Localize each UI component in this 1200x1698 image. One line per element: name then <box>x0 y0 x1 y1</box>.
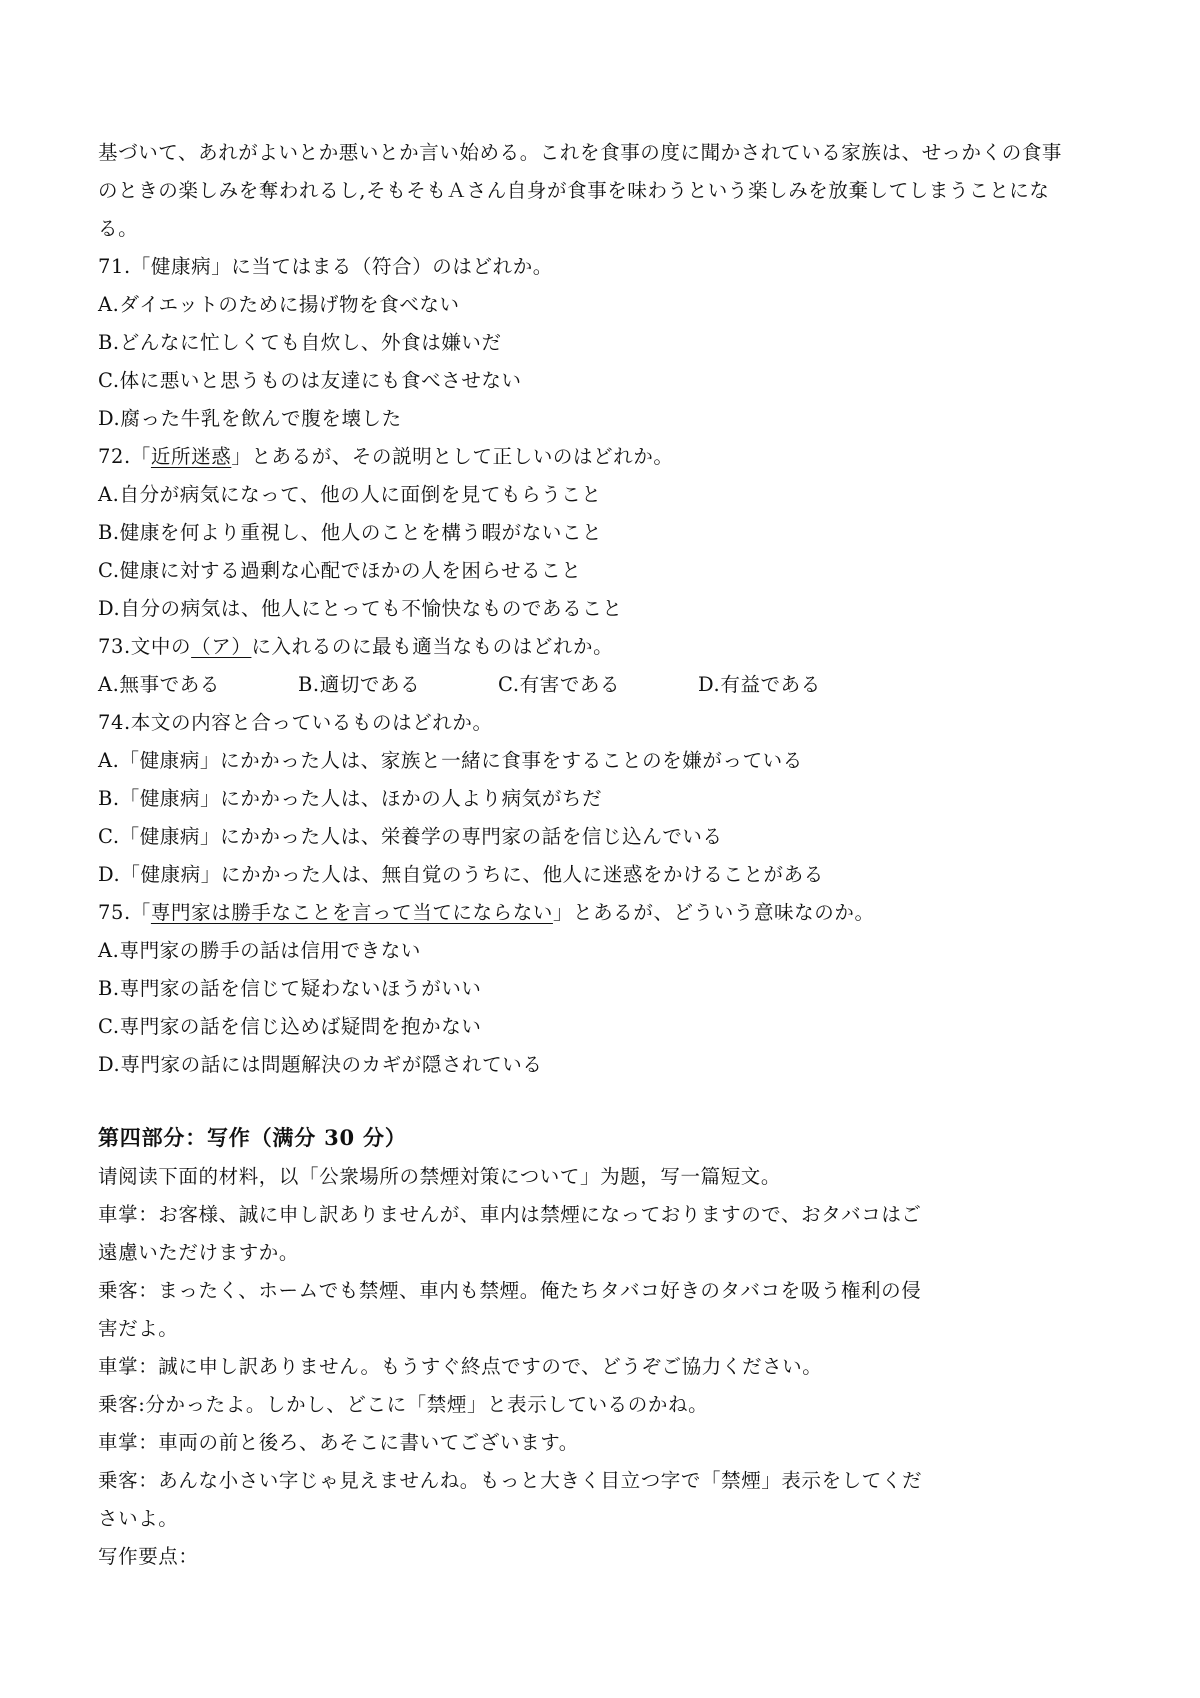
section-title: 第四部分：写作（满分 30 分） <box>98 1125 407 1150</box>
answer-option: B.「健康病」にかかった人は、ほかの人より病気がちだ <box>98 787 603 810</box>
answer-option: B.専門家の話を信じて疑わないほうがいい <box>98 977 482 1000</box>
answer-option: A.無事である <box>98 673 220 696</box>
writing-instruction: 请阅读下面的材料，以「公衆場所の禁煙対策について」为题，写一篇短文。 <box>98 1165 782 1188</box>
question-stem: 74.本文の内容と合っているものはどれか。 <box>98 711 493 734</box>
answer-option: A.ダイエットのために揚げ物を食べない <box>98 293 460 316</box>
stem-suffix: 」とあるが、どういう意味なのか。 <box>552 901 875 924</box>
answer-option: D.有益である <box>698 673 821 696</box>
dialogue-line: さいよ。 <box>98 1507 179 1530</box>
passage-line: のときの楽しみを奪われるし,そもそもＡさん自身が食事を味わうという楽しみを放棄してしまうことにな <box>98 179 1050 202</box>
dialogue-line: 乗客：あんな小さい字じゃ見えませんね。もっと大きく目立つ字で「禁煙」表示をしてくだ <box>98 1469 923 1492</box>
question-stem: 71.「健康病」に当てはまる（符合）のはどれか。 <box>98 255 553 278</box>
underlined-phrase: 専門家は勝手なことを言って当てにならない <box>150 901 553 924</box>
writing-points-label: 写作要点： <box>98 1545 199 1568</box>
passage <box>98 134 1138 248</box>
answer-option: C.体に悪いと思うものは友達にも食べさせない <box>98 369 522 392</box>
answer-option: C.有害である <box>498 673 621 696</box>
stem-prefix: 75.「 <box>98 901 151 924</box>
dialogue-line: 車掌：お客様、誠に申し訳ありませんが、車内は禁煙になっておりますので、おタバコはご <box>98 1203 922 1226</box>
passage-line: る。 <box>98 217 139 240</box>
answer-option: B.健康を何より重視し、他人のことを構う暇がないこと <box>98 521 603 544</box>
answer-option: D.「健康病」にかかった人は、無自覚のうちに、他人に迷惑をかけることがある <box>98 863 824 886</box>
dialogue-line: 遠慮いただけますか。 <box>98 1241 300 1264</box>
answer-option: C.専門家の話を信じ込めば疑問を抱かない <box>98 1015 482 1038</box>
answer-option: D.専門家の話には問題解決のカギが隠されている <box>98 1053 543 1076</box>
question-73 <box>98 628 1138 704</box>
document-page <box>98 134 1138 1576</box>
dialogue-line: 害だよ。 <box>98 1317 179 1340</box>
answer-option: B.どんなに忙しくても自炊し、外食は嫌いだ <box>98 331 502 354</box>
question-stem <box>98 628 1138 666</box>
answer-option: D.腐った牛乳を飲んで腹を壊した <box>98 407 402 430</box>
underlined-phrase: 近所迷惑 <box>150 445 232 468</box>
question-stem <box>98 438 1138 476</box>
stem-suffix: に入れるのに最も適当なものはどれか。 <box>251 635 614 658</box>
question-stem <box>98 894 1138 932</box>
dialogue-line: 車掌：誠に申し訳ありません。もうすぐ終点ですので、どうぞご協力ください。 <box>98 1355 823 1378</box>
question-74 <box>98 704 1138 894</box>
writing-section <box>98 1118 1138 1576</box>
answer-option: A.「健康病」にかかった人は、家族と一緒に食事をすることのを嫌がっている <box>98 749 803 772</box>
underlined-blank: （ア） <box>191 635 252 658</box>
question-75 <box>98 894 1138 1084</box>
question-71 <box>98 248 1138 438</box>
stem-prefix: 73.文中の <box>98 635 192 658</box>
answer-option: C.健康に対する過剰な心配でほかの人を困らせること <box>98 559 582 582</box>
answer-option: A.専門家の勝手の話は信用できない <box>98 939 421 962</box>
section-spacer <box>98 1084 1138 1118</box>
answer-options-row <box>98 666 1138 704</box>
dialogue-line: 車掌：車両の前と後ろ、あそこに書いてございます。 <box>98 1431 579 1454</box>
stem-suffix: 」とあるが、その説明として正しいのはどれか。 <box>231 445 674 468</box>
answer-option: A.自分が病気になって、他の人に面倒を見てもらうこと <box>98 483 602 506</box>
answer-option: B.適切である <box>298 673 421 696</box>
answer-option: D.自分の病気は、他人にとっても不愉快なものであること <box>98 597 623 620</box>
answer-option: C.「健康病」にかかった人は、栄養学の専門家の話を信じ込んでいる <box>98 825 723 848</box>
dialogue-line: 乗客：まったく、ホームでも禁煙、車内も禁煙。俺たちタバコ好きのタバコを吸う権利の侵 <box>98 1279 922 1302</box>
question-72 <box>98 438 1138 628</box>
dialogue-line: 乗客:分かったよ。しかし、どこに「禁煙」と表示しているのかね。 <box>98 1393 709 1416</box>
stem-prefix: 72.「 <box>98 445 151 468</box>
passage-line: 基づいて、あれがよいとか悪いとか言い始める。これを食事の度に聞かされている家族は、せっかくの食事 <box>98 141 1063 164</box>
